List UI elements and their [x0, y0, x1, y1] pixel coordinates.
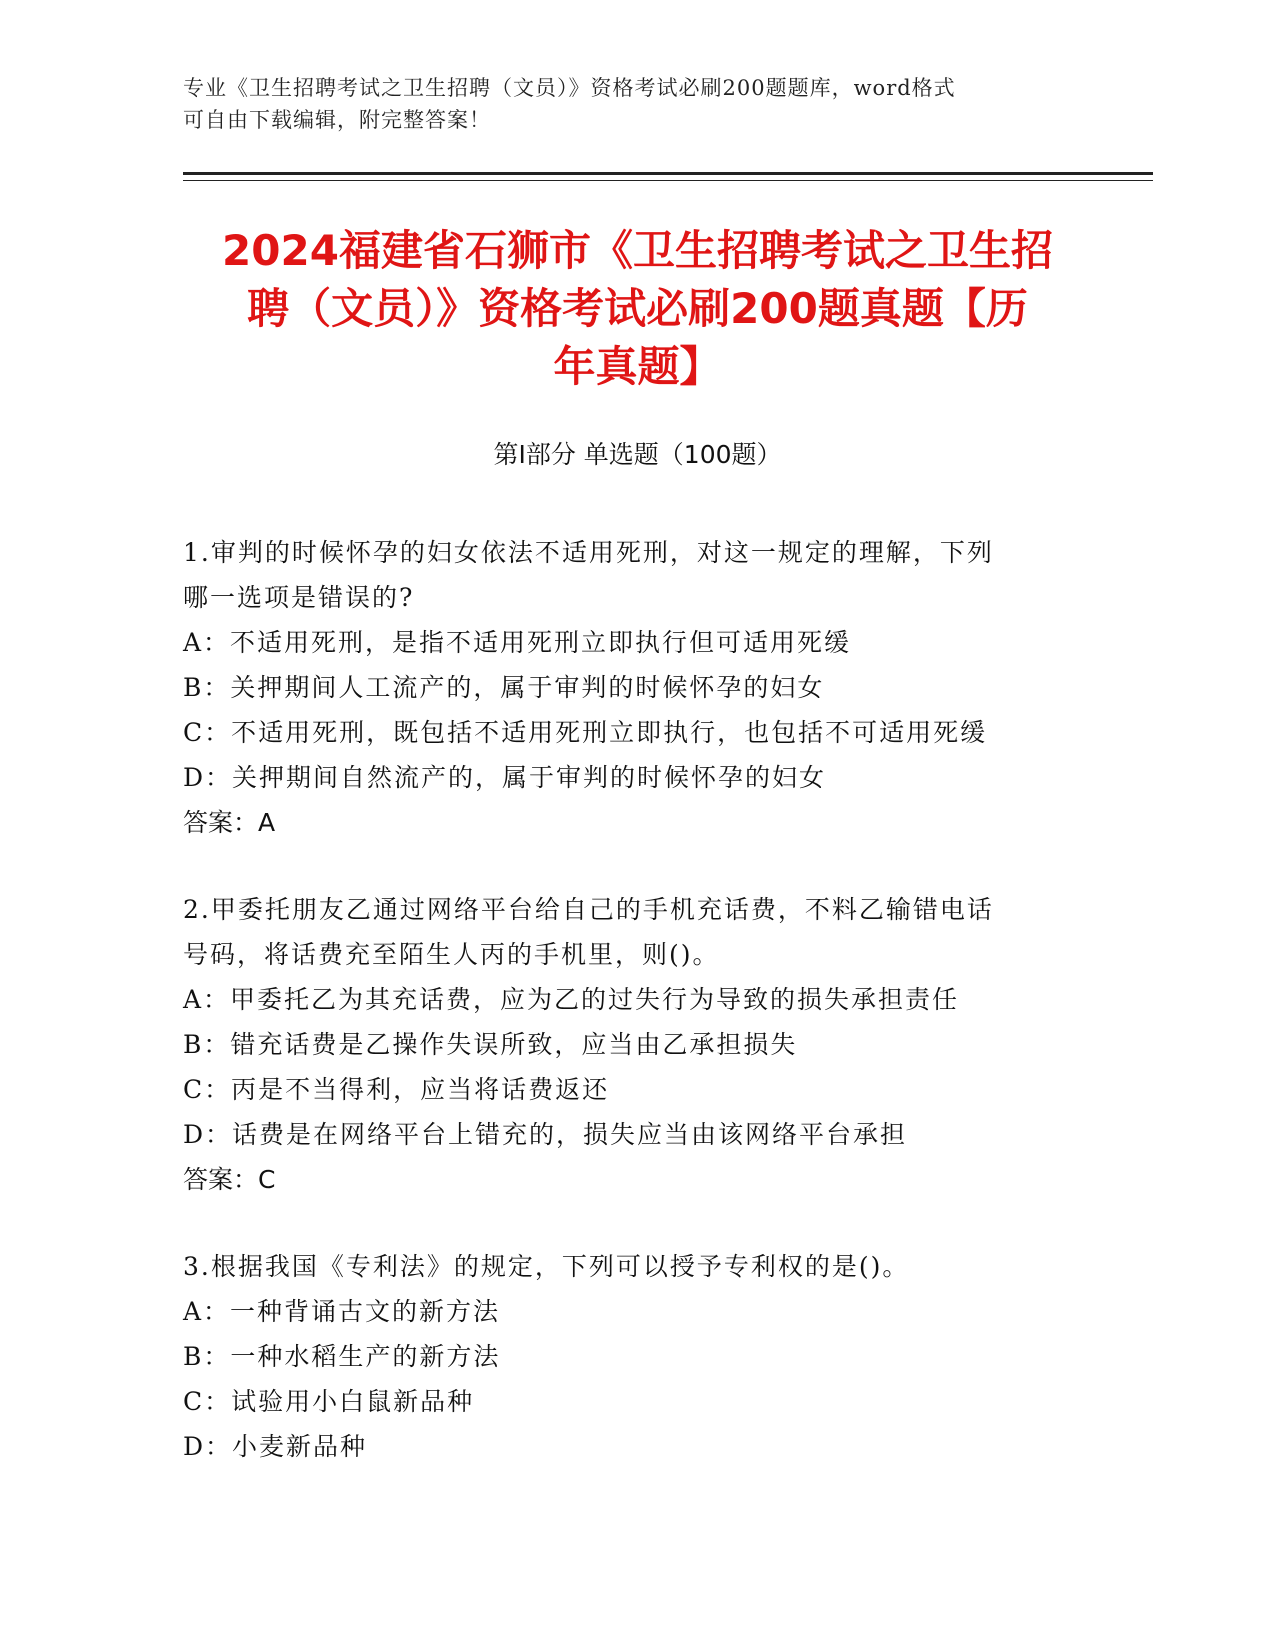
title-line-2: 聘（文员）》资格考试必刷200题真题【历 [247, 284, 1028, 333]
question-2 [183, 887, 1103, 1202]
option-b: B：关押期间人工流产的，属于审判的时候怀孕的妇女 [183, 673, 825, 702]
header-rule-thick [183, 172, 1153, 175]
option-b: B：一种水稻生产的新方法 [183, 1342, 501, 1371]
header-note-line-2: 可自由下载编辑，附完整答案！ [183, 108, 491, 132]
answer: 答案：C [183, 1165, 276, 1194]
header-note-line-1: 专业《卫生招聘考试之卫生招聘（文员）》资格考试必刷200题题库，word格式 [183, 76, 956, 100]
title-line-3: 年真题】 [553, 342, 722, 391]
option-c: C：丙是不当得利，应当将话费返还 [183, 1075, 610, 1104]
question-stem-line: 3.根据我国《专利法》的规定，下列可以授予专利权的是()。 [183, 1252, 910, 1281]
document-title [150, 222, 1125, 396]
question-list [183, 530, 1103, 1511]
question-3 [183, 1244, 1103, 1469]
question-stem-line: 1.审判的时候怀孕的妇女依法不适用死刑，对这一规定的理解，下列 [183, 538, 994, 567]
option-a: A：甲委托乙为其充话费，应为乙的过失行为导致的损失承担责任 [183, 985, 960, 1014]
answer: 答案：A [183, 808, 276, 837]
question-stem-line: 2.甲委托朋友乙通过网络平台给自己的手机充话费，不料乙输错电话 [183, 895, 994, 924]
header-rule-thin [183, 180, 1153, 181]
option-d: D：话费是在网络平台上错充的，损失应当由该网络平台承担 [183, 1120, 908, 1149]
title-line-1: 2024福建省石狮市《卫生招聘考试之卫生招 [222, 226, 1053, 275]
section-heading: 第Ⅰ部分 单选题（100题） [493, 440, 782, 469]
option-a: A：一种背诵古文的新方法 [183, 1297, 501, 1326]
question-stem-line: 哪一选项是错误的? [183, 583, 415, 612]
option-c: C：不适用死刑，既包括不适用死刑立即执行，也包括不可适用死缓 [183, 718, 988, 747]
option-c: C：试验用小白鼠新品种 [183, 1387, 475, 1416]
option-a: A：不适用死刑，是指不适用死刑立即执行但可适用死缓 [183, 628, 852, 657]
option-d: D：小麦新品种 [183, 1432, 368, 1461]
question-1 [183, 530, 1103, 845]
header-note [183, 72, 1083, 136]
question-stem-line: 号码，将话费充至陌生人丙的手机里，则()。 [183, 940, 720, 969]
option-d: D：关押期间自然流产的，属于审判的时候怀孕的妇女 [183, 763, 827, 792]
option-b: B：错充话费是乙操作失误所致，应当由乙承担损失 [183, 1030, 798, 1059]
